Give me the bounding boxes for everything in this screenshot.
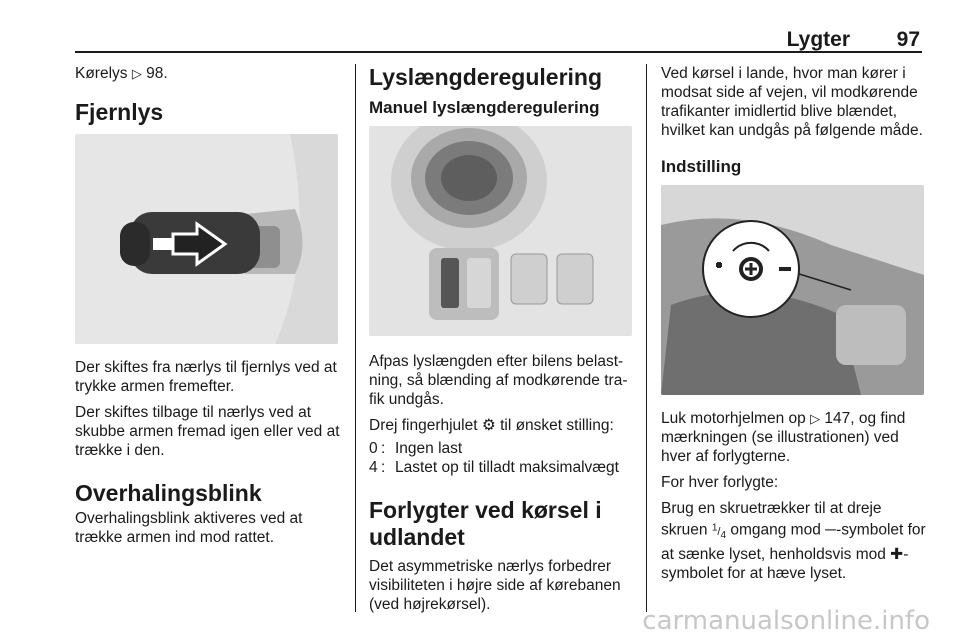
reference-arrow-icon: ▷ [810,411,821,426]
column-2 [369,64,635,621]
column-divider-2 [646,64,647,612]
list-item: 0 : Ingen last [369,440,463,457]
column-3 [661,64,927,590]
lyslaengde-paragraph-2: Drej fingerhjulet ⚙ til ønsket stilling: [369,417,614,434]
headlight-range-control-illustration [369,126,632,336]
plus-icon: ✚ [890,545,904,563]
lyslaengde-paragraph-1: Afpas lyslængden efter bilens belast-ning, så blænding af modkørende tra-fik undgås. [369,353,628,408]
column-1 [75,64,343,554]
column-divider-1 [355,64,356,612]
header-rule [75,51,922,53]
overhaling-paragraph: Overhalingsblink aktiveres ved at trække armen ind mod rattet. [75,510,303,546]
minus-icon: ─ [825,521,837,539]
fraction-quarter: $^1/_4$ [711,522,727,541]
foreign-driving-paragraph: Ved kørsel i lande, hvor man kører i modsat side af vejen, vil modkørende trafikanter imidlertid blive blændet, hvilket kan undgås på følgende måde. [661,65,923,139]
indstilling-paragraph-2: For hver forlygte: [661,474,779,491]
section-title-overhalingsblink: Overhalingsblink [75,480,262,506]
watermark: carmanualsonline.info [642,606,930,636]
header-title: Lygter [786,28,850,51]
headlight-adjustment-illustration [661,185,924,395]
reference-arrow-icon: ▷ [131,66,142,81]
page-number: 97 [896,28,920,51]
section-title-lyslaengde: Lyslængderegulering [369,64,603,90]
subsection-title-manuel: Manuel lyslængderegulering [369,98,600,117]
list-item: 4 : Lastet op til tilladt maksimalvægt [369,459,619,476]
subsection-title-indstilling: Indstilling [661,157,742,176]
section-title-fjernlys: Fjernlys [75,99,164,125]
udlandet-paragraph: Det asymmetriske nærlys forbedrer visibiliteten i højre side af kørebanen (ved højrekørsel). [369,558,621,613]
load-settings-list [369,439,635,477]
stalk-illustration [75,134,338,344]
indstilling-paragraph-3: Brug en skruetrækker til at dreje skruen $^1/_4$ omgang mod ─-symbolet for at sænke lyset, henholdsvis mod ✚-symbolet for at hæve lyset. [661,500,926,582]
fjernlys-paragraph-1: Der skiftes fra nærlys til fjernlys ved at trykke armen fremefter. [75,359,337,395]
section-title-udlandet: Forlygter ved kørsel i udlandet [369,497,602,550]
thumbwheel-icon: ⚙ [481,417,496,434]
fjernlys-paragraph-2: Der skiftes tilbage til nærlys ved at skubbe armen fremad igen eller ved at trække i den. [75,404,340,459]
intro-line: Kørelys ▷ 98. [75,65,168,82]
indstilling-paragraph-1: Luk motorhjelmen op ▷ 147, og find mærkningen (se illustrationen) ved hver af forlygterne. [661,410,906,465]
